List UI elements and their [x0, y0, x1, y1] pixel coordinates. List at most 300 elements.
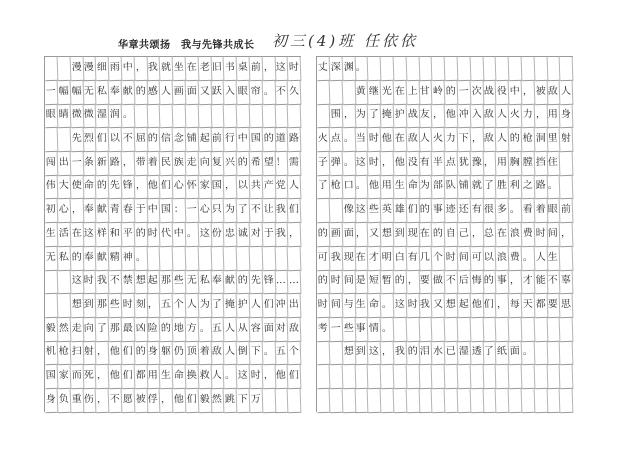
right-grid-cell: 的	[419, 199, 433, 223]
right-grid-cell: 可	[317, 246, 331, 270]
left-grid-cell: 国	[211, 175, 225, 199]
left-grid-cell	[237, 104, 251, 128]
right-grid-cell: 面	[342, 223, 356, 247]
left-grid-cell	[147, 246, 161, 270]
left-grid-cell: ，	[262, 57, 276, 81]
left-grid-cell: 条	[83, 152, 97, 176]
left-grid-cell: 救	[198, 365, 212, 389]
right-grid-cell: ，	[406, 270, 420, 294]
left-grid-cell	[275, 388, 289, 412]
left-grid-cell: 国	[45, 365, 59, 389]
left-grid-cell: 的	[262, 128, 276, 152]
left-grid-cell: 的	[160, 317, 174, 341]
right-grid-cell: 甘	[419, 80, 433, 104]
left-grid-cell: 他	[275, 365, 289, 389]
right-grid-cell: 力	[521, 104, 535, 128]
left-grid-cell: 对	[249, 223, 263, 247]
left-grid-cell: 在	[185, 57, 199, 81]
right-grid-cell: 自	[445, 223, 459, 247]
right-grid-cell: 。	[355, 175, 369, 199]
left-grid-cell: 五	[160, 294, 174, 318]
left-grid-cell: 然	[211, 388, 225, 412]
right-grid-cell: 。	[381, 294, 395, 318]
right-grid-cell: 的	[393, 270, 407, 294]
right-grid-cell	[496, 57, 510, 81]
right-grid-cell	[457, 57, 471, 81]
left-grid-cell: 路	[109, 152, 123, 176]
right-grid-cell: ，	[534, 104, 548, 128]
right-grid-cell: 继	[368, 80, 382, 104]
right-grid-cell: 子	[317, 152, 331, 176]
right-grid-cell: 一	[329, 317, 343, 341]
left-grid-cell: 。	[121, 104, 135, 128]
right-grid-cell: 想	[445, 294, 459, 318]
left-grid-cell	[224, 246, 238, 270]
right-grid-cell: 现	[406, 223, 420, 247]
left-grid-cell: 为	[224, 199, 238, 223]
left-grid-cell: 跃	[211, 80, 225, 104]
left-grid-cell	[237, 246, 251, 270]
right-grid-cell	[560, 317, 574, 341]
right-grid-cell: 每	[509, 294, 523, 318]
left-grid-cell: 下	[249, 341, 263, 365]
right-grid-cell: 我	[419, 294, 433, 318]
left-grid-cell: 不	[275, 80, 289, 104]
left-grid-cell: 了	[96, 317, 110, 341]
right-grid-cell: ，	[432, 104, 446, 128]
right-grid-cell: 不	[547, 270, 561, 294]
left-grid-cell: 重	[70, 388, 84, 412]
right-grid-cell: 射	[560, 128, 574, 152]
right-grid-cell: 路	[534, 175, 548, 199]
left-grid-cell: ，	[147, 294, 161, 318]
right-grid-cell: 时	[329, 270, 343, 294]
right-grid-cell: 在	[393, 80, 407, 104]
left-grid-cell: 一	[185, 199, 199, 223]
left-grid-cell: 怀	[185, 175, 199, 199]
left-grid-cell: 奉	[83, 246, 97, 270]
left-grid-cell: 献	[121, 80, 135, 104]
left-grid-cell: 们	[121, 365, 135, 389]
right-grid-cell: 人	[419, 128, 433, 152]
right-grid-cell	[560, 57, 574, 81]
left-grid-cell: 向	[83, 317, 97, 341]
left-grid-cell: 就	[160, 57, 174, 81]
left-grid-cell: 带	[134, 152, 148, 176]
right-grid-cell: ，	[342, 104, 356, 128]
left-grid-cell: 这	[70, 270, 84, 294]
left-grid-cell: 的	[237, 152, 251, 176]
left-grid-cell	[57, 294, 71, 318]
left-grid-cell: 起	[147, 270, 161, 294]
left-grid-cell: 对	[275, 317, 289, 341]
right-grid-cell: 前	[560, 199, 574, 223]
right-grid-cell	[457, 388, 471, 412]
left-grid-cell: 私	[57, 246, 71, 270]
left-grid-cell	[57, 270, 71, 294]
right-grid-cell: ，	[560, 223, 574, 247]
left-grid-cell: ，	[96, 388, 110, 412]
left-grid-cell: 。	[224, 365, 238, 389]
right-grid-cell: ，	[496, 294, 510, 318]
left-grid-cell: 份	[211, 223, 225, 247]
right-grid-cell: 有	[419, 152, 433, 176]
right-grid-cell: 住	[547, 152, 561, 176]
right-grid-cell: ，	[355, 223, 369, 247]
right-grid-cell: 了	[317, 175, 331, 199]
right-grid-cell: 敌	[483, 104, 497, 128]
right-grid-cell: 我	[393, 341, 407, 365]
right-grid-cell: 人	[560, 80, 574, 104]
left-grid-cell: ，	[262, 365, 276, 389]
right-grid-cell: 敌	[406, 128, 420, 152]
left-grid-cell: 的	[70, 246, 84, 270]
right-grid-cell: 事	[496, 270, 510, 294]
left-grid-cell: 时	[83, 270, 97, 294]
left-grid-cell: 射	[83, 341, 97, 365]
left-grid-cell: 伤	[83, 388, 97, 412]
left-grid-cell: 五	[211, 317, 225, 341]
right-grid-cell: 挡	[534, 152, 548, 176]
right-grid-cell	[483, 388, 497, 412]
left-grid-cell	[275, 246, 289, 270]
left-grid-cell: 这	[198, 223, 212, 247]
left-grid-cell: 时	[288, 57, 302, 81]
left-grid-cell: 国	[249, 128, 263, 152]
right-grid-cell: 可	[470, 246, 484, 270]
left-grid-cell	[57, 57, 71, 81]
left-grid-cell: 出	[57, 152, 71, 176]
left-grid-cell: 人	[224, 317, 238, 341]
right-grid-cell: 点	[329, 128, 343, 152]
left-grid-cell: 书	[224, 57, 238, 81]
right-grid-cell: 胸	[509, 152, 523, 176]
left-grid-cell: 无	[185, 270, 199, 294]
right-grid-cell: 暂	[381, 270, 395, 294]
left-grid-cell: ，	[121, 152, 135, 176]
right-grid-cell: 泪	[419, 341, 433, 365]
left-grid-cell: 人	[160, 80, 174, 104]
right-grid-cell: 起	[457, 294, 471, 318]
author-signature: 初三(4)班 任依依	[272, 32, 419, 50]
left-grid-cell	[185, 104, 199, 128]
left-grid-cell: 锋	[262, 270, 276, 294]
right-grid-cell	[560, 365, 574, 389]
left-grid-cell: 生	[45, 223, 59, 247]
right-grid-cell: 光	[381, 80, 395, 104]
left-grid-cell: 先	[70, 128, 84, 152]
left-grid-cell	[45, 294, 59, 318]
left-grid-cell: 幅	[57, 80, 71, 104]
left-grid-cell: 。	[198, 317, 212, 341]
right-grid-cell: 后	[457, 270, 471, 294]
left-grid-cell: 人	[288, 175, 302, 199]
left-grid-cell: 个	[173, 294, 187, 318]
right-grid-cell: 短	[368, 270, 382, 294]
left-grid-cell: 的	[134, 341, 148, 365]
left-grid-cell: 这	[275, 57, 289, 81]
right-grid-cell: 命	[368, 294, 382, 318]
right-grid-cell: 多	[496, 199, 510, 223]
right-grid-cell: 了	[368, 104, 382, 128]
left-grid-cell: 睛	[57, 104, 71, 128]
left-grid-cell: ！	[275, 152, 289, 176]
left-grid-cell: 命	[173, 365, 187, 389]
left-grid-cell	[224, 104, 238, 128]
right-grid-cell: 间	[457, 246, 471, 270]
left-grid-cell: 幅	[70, 80, 84, 104]
left-grid-cell: 兴	[224, 152, 238, 176]
right-grid-cell: 。	[381, 317, 395, 341]
left-grid-cell: 于	[262, 223, 276, 247]
right-grid-cell: 这	[368, 341, 382, 365]
right-grid-cell: 在	[355, 246, 369, 270]
left-grid-cell: 。	[262, 341, 276, 365]
left-grid-cell: 着	[198, 341, 212, 365]
right-grid-cell: 战	[483, 80, 497, 104]
left-grid-cell: 人	[211, 365, 225, 389]
right-grid-cell: 还	[457, 199, 471, 223]
right-grid-cell: 为	[355, 104, 369, 128]
left-grid-cell: 五	[275, 341, 289, 365]
right-grid-cell: 们	[406, 199, 420, 223]
right-grid-cell: 到	[393, 223, 407, 247]
right-grid-cell: 情	[368, 317, 382, 341]
left-grid-cell: 铺	[185, 128, 199, 152]
left-grid-cell: 最	[121, 317, 135, 341]
right-grid-cell: 不	[445, 270, 459, 294]
left-grid-cell: 们	[121, 341, 135, 365]
left-grid-cell: 奉	[109, 80, 123, 104]
right-grid-cell: 渊	[342, 57, 356, 81]
right-grid-cell: 有	[406, 246, 420, 270]
left-grid-cell: 的	[134, 80, 148, 104]
left-grid-cell: 于	[134, 199, 148, 223]
left-grid-cell: 在	[70, 223, 84, 247]
right-grid-cell: ，	[381, 152, 395, 176]
left-grid-cell: 老	[198, 57, 212, 81]
left-grid-cell: 初	[45, 199, 59, 223]
left-grid-cell: 这	[237, 365, 251, 389]
right-grid-cell	[317, 104, 331, 128]
right-grid-cell: 才	[521, 270, 535, 294]
left-grid-cell: 族	[173, 152, 187, 176]
right-grid-cell	[496, 365, 510, 389]
right-grid-cell: 中	[509, 80, 523, 104]
left-grid-cell: 命	[83, 175, 97, 199]
left-grid-cell: 枪	[57, 341, 71, 365]
left-grid-cell: 先	[109, 175, 123, 199]
left-grid-cell: 烈	[83, 128, 97, 152]
left-grid-cell: 久	[288, 80, 302, 104]
left-grid-cell: 伟	[45, 175, 59, 199]
right-grid-cell: 掩	[381, 104, 395, 128]
left-grid-cell: 起	[198, 128, 212, 152]
left-grid-cell: 毅	[45, 317, 59, 341]
left-grid-cell: 他	[173, 388, 187, 412]
right-grid-cell: 到	[355, 341, 369, 365]
right-grid-cell	[457, 317, 471, 341]
left-grid-cell: …	[288, 270, 302, 294]
left-grid-cell: 用	[147, 365, 161, 389]
left-grid-cell: 以	[109, 128, 123, 152]
left-grid-cell: 的	[237, 270, 251, 294]
left-grid-cell: 前	[249, 57, 263, 81]
left-grid-cell: 前	[211, 128, 225, 152]
right-grid-cell: 与	[342, 294, 356, 318]
left-grid-cell: 私	[96, 80, 110, 104]
right-grid-cell	[329, 388, 343, 412]
left-grid-cell: 我	[96, 270, 110, 294]
right-grid-cell	[419, 388, 433, 412]
left-grid-cell: 眼	[237, 80, 251, 104]
left-grid-cell: 躯	[160, 341, 174, 365]
right-grid-cell	[432, 365, 446, 389]
right-grid-cell: 役	[496, 80, 510, 104]
right-grid-cell: 他	[470, 294, 484, 318]
left-grid-cell: 。	[262, 80, 276, 104]
right-grid-cell: 火	[509, 104, 523, 128]
left-grid-cell: 顶	[185, 341, 199, 365]
right-grid-cell	[317, 80, 331, 104]
left-grid-cell: 一	[45, 80, 59, 104]
right-grid-cell: 做	[432, 270, 446, 294]
left-grid-cell: 共	[249, 175, 263, 199]
right-grid-cell: 水	[432, 341, 446, 365]
right-grid-cell	[445, 57, 459, 81]
right-grid-cell: 是	[355, 270, 369, 294]
left-grid-cell: 桌	[237, 57, 251, 81]
right-grid-cell: 的	[445, 80, 459, 104]
left-grid-cell	[288, 388, 302, 412]
left-grid-cell: 国	[160, 199, 174, 223]
left-grid-cell: 时	[121, 294, 135, 318]
right-grid-cell: 白	[393, 246, 407, 270]
left-grid-cell: 无	[83, 80, 97, 104]
left-grid-cell: ，	[134, 57, 148, 81]
right-grid-cell: 间	[547, 223, 561, 247]
right-grid-cell: 的	[509, 128, 523, 152]
right-grid-cell	[445, 388, 459, 412]
left-grid-cell: 毅	[198, 388, 212, 412]
left-grid-cell: 们	[262, 294, 276, 318]
right-grid-cell: 用	[547, 104, 561, 128]
left-grid-cell: 这	[83, 223, 97, 247]
left-grid-cell: 奉	[83, 199, 97, 223]
left-grid-cell: 雨	[109, 57, 123, 81]
right-grid-cell: 点	[445, 152, 459, 176]
right-grid-cell	[560, 175, 574, 199]
right-grid-cell: 被	[534, 80, 548, 104]
right-grid-cell: 枪	[329, 175, 343, 199]
right-grid-cell	[393, 317, 407, 341]
right-grid-cell: 次	[470, 80, 484, 104]
left-grid-cell: 冲	[275, 294, 289, 318]
right-grid-cell: 能	[534, 270, 548, 294]
left-grid-cell	[185, 246, 199, 270]
left-grid-cell: 被	[134, 388, 148, 412]
left-grid-cell: 护	[237, 294, 251, 318]
right-grid-cell: 丈	[317, 57, 331, 81]
left-grid-cell: 奉	[211, 270, 225, 294]
right-grid-cell	[381, 365, 395, 389]
left-grid-cell: 行	[224, 128, 238, 152]
right-grid-cell: 想	[381, 223, 395, 247]
left-grid-cell: 先	[249, 270, 263, 294]
right-grid-cell: 。	[521, 246, 535, 270]
right-grid-cell: 湿	[457, 341, 471, 365]
right-grid-cell: ，	[509, 270, 523, 294]
right-grid-cell: 时	[406, 294, 420, 318]
left-grid-cell: 跳	[224, 388, 238, 412]
left-grid-cell: 信	[160, 128, 174, 152]
left-grid-cell: 漫	[83, 57, 97, 81]
left-grid-cell: 私	[198, 270, 212, 294]
right-grid-cell	[329, 365, 343, 389]
right-grid-cell	[393, 365, 407, 389]
left-grid-cell: 敌	[288, 317, 302, 341]
right-grid-cell: 铺	[457, 175, 471, 199]
left-grid-cell: 细	[96, 57, 110, 81]
left-grid-cell: 地	[173, 317, 187, 341]
right-grid-cell	[317, 365, 331, 389]
left-grid-cell: 人	[249, 294, 263, 318]
right-grid-cell: 半	[432, 152, 446, 176]
right-grid-cell: 间	[342, 270, 356, 294]
left-grid-cell: 面	[185, 80, 199, 104]
left-grid-cell: 想	[70, 294, 84, 318]
left-grid-cell: 平	[121, 223, 135, 247]
left-grid-cell: 而	[70, 365, 84, 389]
right-grid-cell: 生	[355, 294, 369, 318]
right-grid-cell	[496, 317, 510, 341]
left-grid-cell	[160, 104, 174, 128]
left-grid-cell: 中	[237, 128, 251, 152]
left-grid-cell: 万	[249, 388, 263, 412]
left-grid-cell: 他	[109, 341, 123, 365]
right-grid-cell: 了	[483, 175, 497, 199]
left-grid-cell: 到	[83, 294, 97, 318]
right-grid-cell	[317, 199, 331, 223]
left-grid-cell: 生	[160, 365, 174, 389]
right-grid-cell	[547, 57, 561, 81]
right-grid-cell: 他	[445, 104, 459, 128]
left-grid-cell: 不	[249, 199, 263, 223]
right-grid-cell: 敌	[483, 128, 497, 152]
right-grid-cell: 。	[355, 57, 369, 81]
right-grid-cell	[393, 57, 407, 81]
left-grid-cell: 又	[198, 80, 212, 104]
right-grid-cell: 迹	[445, 199, 459, 223]
left-grid-cell: ，	[224, 175, 238, 199]
right-grid-cell: 时	[368, 128, 382, 152]
left-grid-cell: 精	[109, 246, 123, 270]
right-grid-cell: 深	[329, 57, 343, 81]
left-grid-cell: 走	[185, 152, 199, 176]
left-grid-cell: 机	[45, 341, 59, 365]
left-grid-cell: 微	[83, 104, 97, 128]
left-grid-cell: 着	[147, 152, 161, 176]
right-grid-cell: 用	[496, 152, 510, 176]
left-grid-cell: 眼	[45, 104, 59, 128]
left-grid-cell: 献	[224, 270, 238, 294]
right-grid-cell	[547, 388, 561, 412]
right-grid-cell: 很	[483, 199, 497, 223]
left-grid-cell: 他	[147, 175, 161, 199]
left-grid-cell: 掩	[224, 294, 238, 318]
right-grid-cell	[419, 365, 433, 389]
left-grid-cell: 那	[96, 294, 110, 318]
